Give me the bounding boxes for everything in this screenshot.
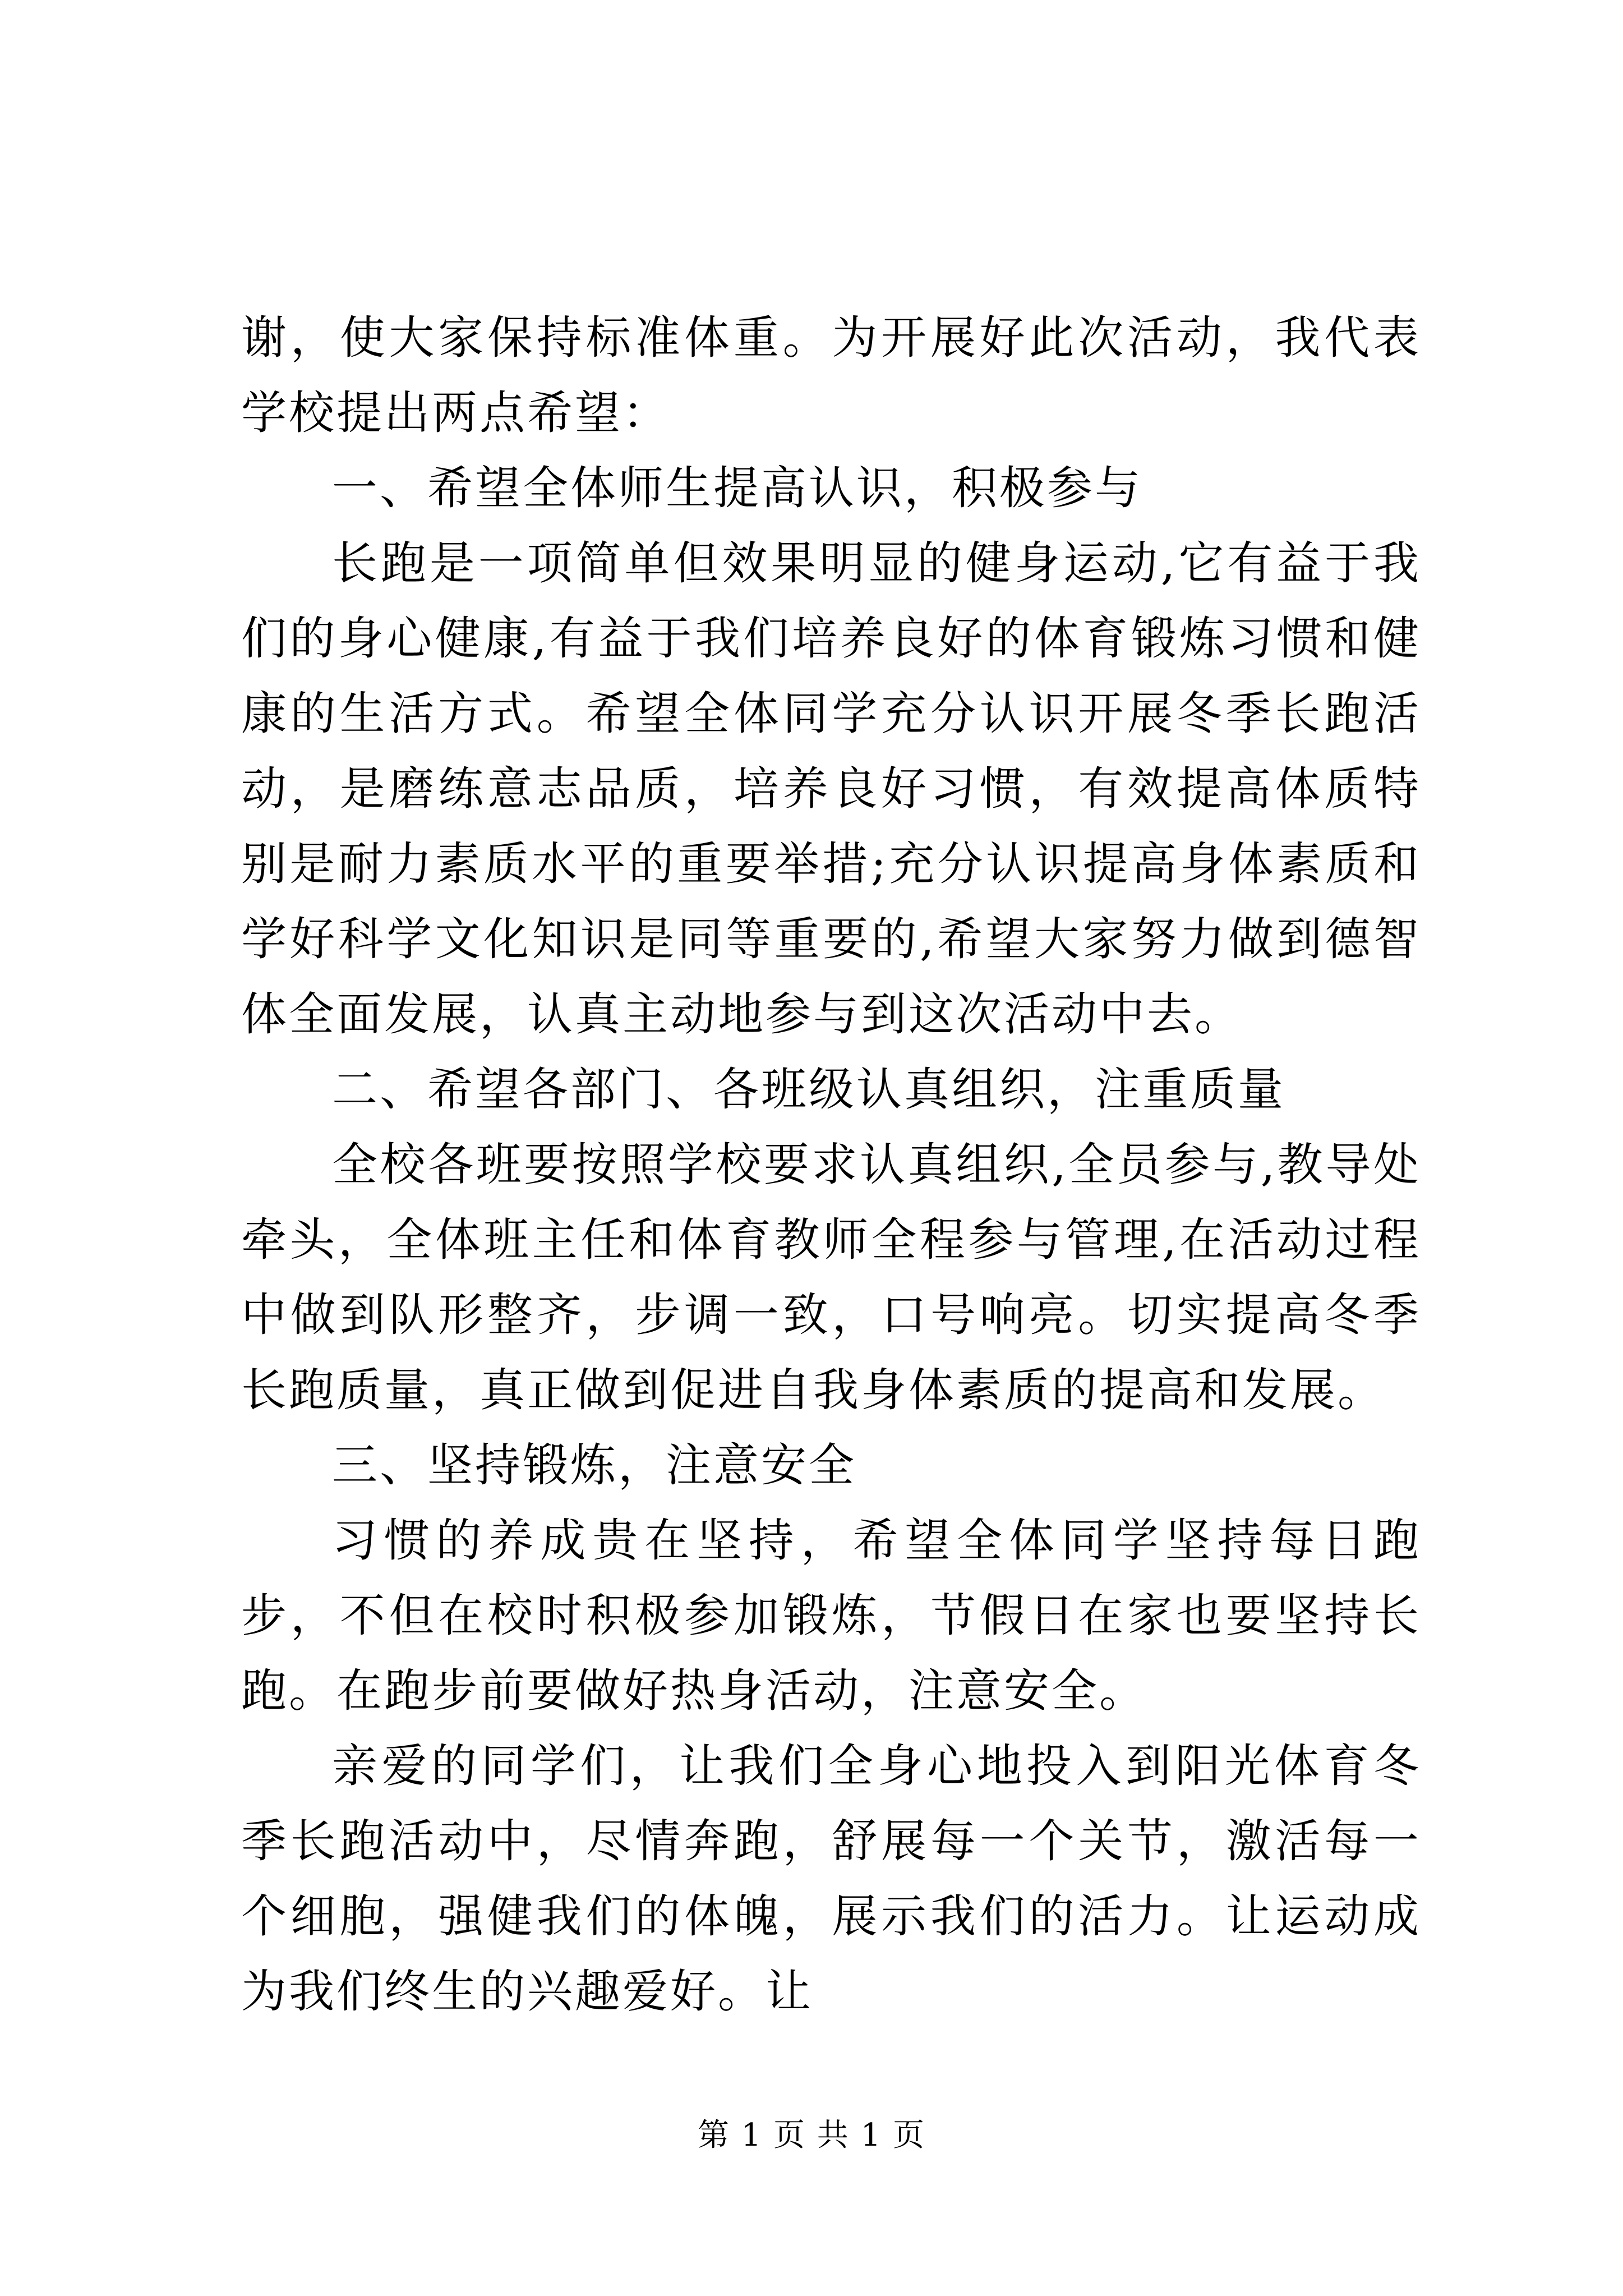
- paragraph-5: 亲爱的同学们，让我们全身心地投入到阳光体育冬季长跑活动中，尽情奔跑，舒展每一个关节，激活每一个细胞，强健我们的体魄，展示我们的活力。让运动成为我们终生的兴趣爱好。让: [241, 1740, 1421, 2018]
- heading-point-two: 二、希望各部门、各班级认真组织，注重质量: [332, 1064, 1286, 1116]
- paragraph-2: 长跑是一项简单但效果明显的健身运动,它有益于我们的身心健康,有益于我们培养良好的体育锻炼习惯和健康的生活方式。希望全体同学充分认识开展冬季长跑活动，是磨练意志品质，培养良好习惯，有效提高体质特别是耐力素质水平的重要举措;充分认识提高身体素质和学好科学文化知识是同等重要的,希望大家努力做到德智体全面发展，认真主动地参与到这次活动中去。: [241, 537, 1421, 1041]
- page-footer: 第 1 页 共 1 页: [697, 2117, 926, 2154]
- heading-point-one: 一、希望全体师生提高认识，积极参与: [332, 462, 1143, 515]
- document-body: [241, 301, 1421, 2030]
- paragraph-4: 习惯的养成贵在坚持，希望全体同学坚持每日跑步，不但在校时积极参加锻炼，节假日在家也要坚持长跑。在跑步前要做好热身活动，注意安全。: [241, 1515, 1421, 1718]
- heading-point-three: 三、坚持锻炼，注意安全: [332, 1439, 857, 1492]
- paragraph-3: 全校各班要按照学校要求认真组织,全员参与,教导处牵头，全体班主任和体育教师全程参与管理,在活动过程中做到队形整齐，步调一致，口号响亮。切实提高冬季长跑质量，真正做到促进自我身体素质的提高和发展。: [241, 1139, 1421, 1417]
- paragraph-1: 谢，使大家保持标准体重。为开展好此次活动，我代表学校提出两点希望：: [241, 312, 1421, 440]
